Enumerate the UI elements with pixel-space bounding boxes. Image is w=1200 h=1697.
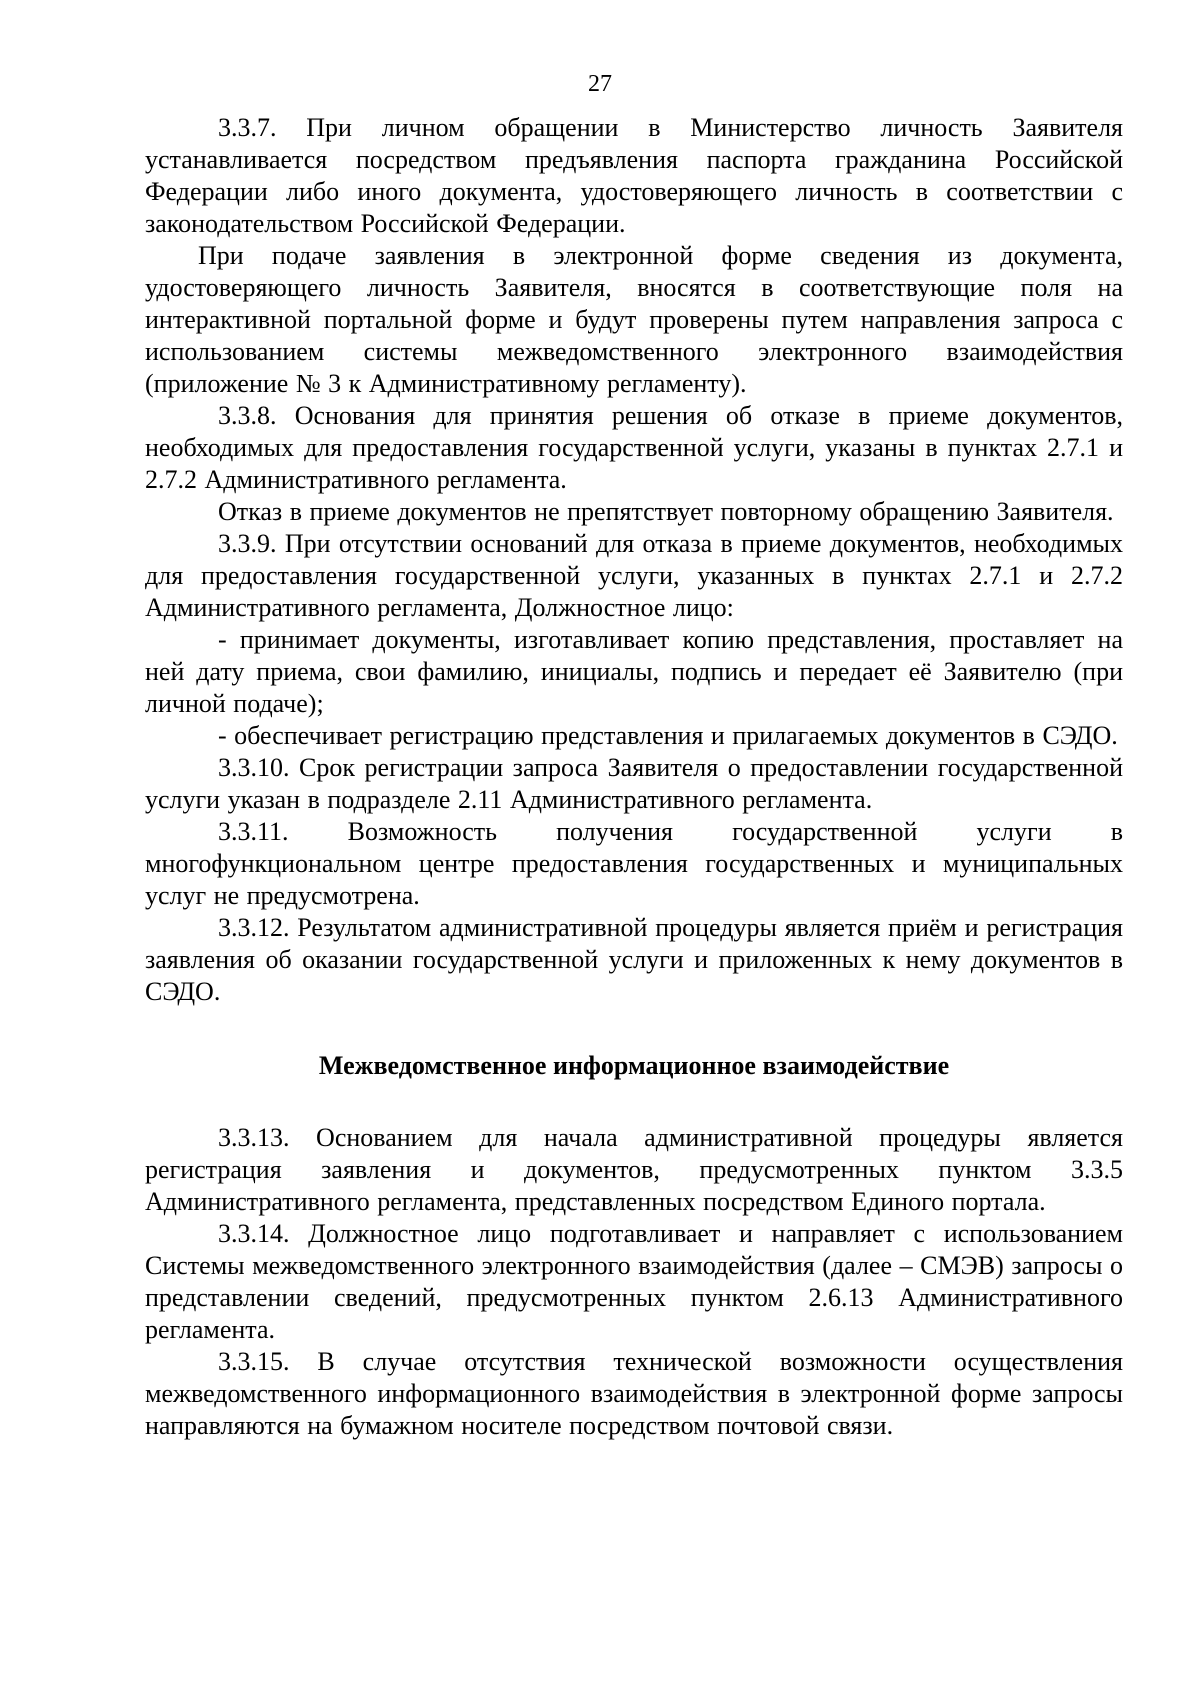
paragraph-accepts-documents: - принимает документы, изготавливает копию представления, проставляет на ней дату приема, свои фамилию, инициалы, подпись и передает её Заявителю (при личной подаче); xyxy=(145,625,1123,718)
paragraph-refusal-note: Отказ в приеме документов не препятствует повторному обращению Заявителя. xyxy=(218,497,1114,526)
paragraph-3-3-14: 3.3.14. Должностное лицо подготавливает и направляет с использованием Системы межведомственного электронного взаимодействия (далее – СМЭВ) запросы о представлении сведений, предусмотренных пунктом 2.6.13 Административного регламента. xyxy=(145,1219,1123,1344)
paragraph-3-3-7: 3.3.7. При личном обращении в Министерство личность Заявителя устанавливается посредством предъявления паспорта гражданина Российской Федерации либо иного документа, удостоверяющего личность в соответствии с законодательством Российской Федерации. xyxy=(145,113,1123,238)
paragraph-registration-sedo: - обеспечивает регистрацию представления и прилагаемых документов в СЭДО. xyxy=(218,721,1118,750)
paragraph-3-3-11: 3.3.11. Возможность получения государственной услуги в многофункциональном центре предоставления государственных и муниципальных услуг не предусмотрена. xyxy=(145,817,1123,910)
paragraph-3-3-10: 3.3.10. Срок регистрации запроса Заявителя о предоставлении государственной услуги указан в подразделе 2.11 Административного регламента. xyxy=(145,753,1123,814)
paragraph-3-3-9: 3.3.9. При отсутствии оснований для отказа в приеме документов, необходимых для предоставления государственной услуги, указанных в пунктах 2.7.1 и 2.7.2 Административного регламента, Должностное лицо: xyxy=(145,529,1123,622)
paragraph-3-3-15: 3.3.15. В случае отсутствия технической возможности осуществления межведомственного информационного взаимодействия в электронной форме запросы направляются на бумажном носителе посредством почтовой связи. xyxy=(145,1347,1123,1440)
paragraph-3-3-8: 3.3.8. Основания для принятия решения об отказе в приеме документов, необходимых для предоставления государственной услуги, указаны в пунктах 2.7.1 и 2.7.2 Административного регламента. xyxy=(145,401,1123,494)
paragraph-3-3-12: 3.3.12. Результатом административной процедуры является приём и регистрация заявления об оказании государственной услуги и приложенных к нему документов в СЭДО. xyxy=(145,913,1123,1006)
page-number: 27 xyxy=(588,71,612,97)
document-body xyxy=(145,112,1123,1442)
paragraph-3-3-13: 3.3.13. Основанием для начала административной процедуры является регистрация заявления и документов, предусмотренных пунктом 3.3.5 Административного регламента, представленных посредством Единого портала. xyxy=(145,1123,1123,1216)
section-heading: Межведомственное информационное взаимодействие xyxy=(318,1051,950,1080)
paragraph-electronic-submission: При подаче заявления в электронной форме сведения из документа, удостоверяющего личность Заявителя, вносятся в соответствующие поля на интерактивной портальной форме и будут проверены путем направления запроса с использованием системы межведомственного электронного взаимодействия (приложение № 3 к Административному регламенту). xyxy=(145,241,1123,398)
